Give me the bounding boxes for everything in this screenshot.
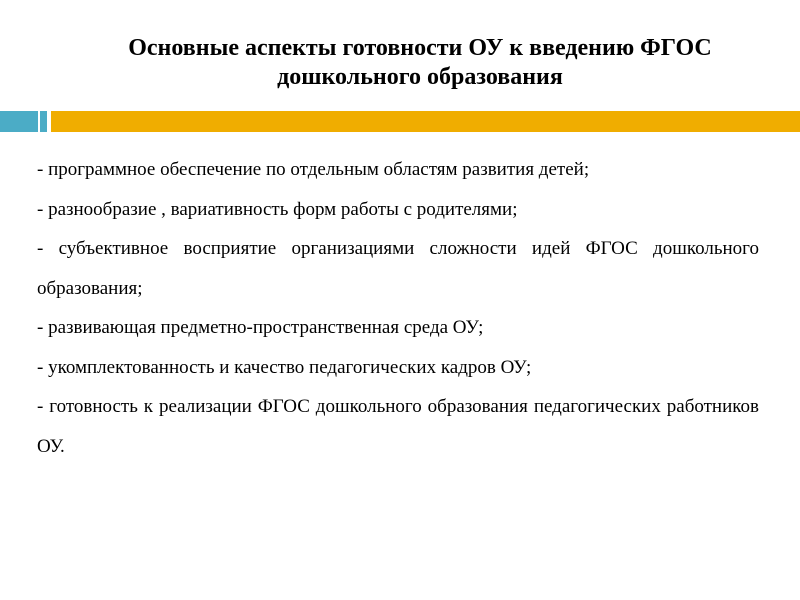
slide-title-line-2: дошкольного образования [277, 64, 563, 90]
aspects-list [37, 150, 759, 466]
accent-bar-gold [51, 111, 800, 132]
accent-bar-teal-wide [0, 111, 38, 132]
slide-title [60, 34, 780, 92]
list-item: - субъективное восприятие организациями сложности идей ФГОС дошкольного образования; [37, 238, 759, 299]
list-item: - разнообразие , вариативность форм работы с родителями; [37, 198, 518, 220]
accent-bar-teal-narrow [40, 111, 47, 132]
list-item: - укомплектованность и качество педагогических кадров ОУ; [37, 356, 532, 378]
list-item: - программное обеспечение по отдельным областям развития детей; [37, 159, 590, 180]
slide-title-line-1: Основные аспекты готовности ОУ к введению ФГОС [128, 35, 712, 61]
list-item: - готовность к реализации ФГОС дошкольного образования педагогических работников ОУ. [37, 396, 759, 457]
list-item: - развивающая предметно-пространственная среда ОУ; [37, 317, 484, 338]
